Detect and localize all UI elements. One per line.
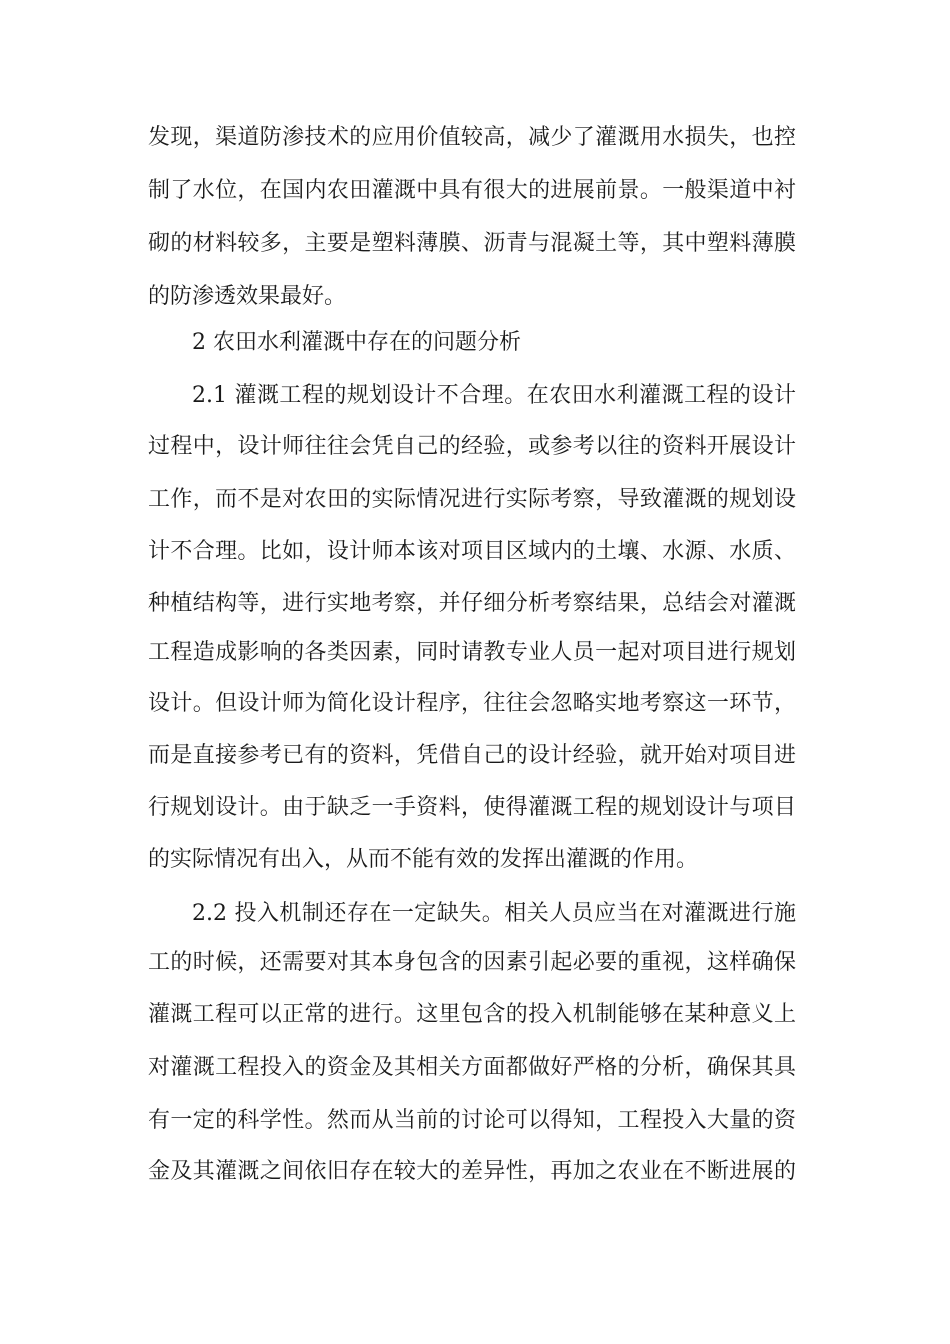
paragraph-line: 工的时候，还需要对其本身包含的因素引起必要的重视，这样确保 <box>148 950 796 975</box>
paragraph-line: 砌的材料较多，主要是塑料薄膜、沥青与混凝土等，其中塑料薄膜 <box>148 231 796 256</box>
paragraph-line: 设计。但设计师为简化设计程序，往往会忽略实地考察这一环节， <box>148 691 796 716</box>
paragraph-line: 金及其灌溉之间依旧存在较大的差异性，再加之农业在不断进展的 <box>148 1159 796 1184</box>
paragraph-line: 有一定的科学性。然而从当前的讨论可以得知，工程投入大量的资 <box>148 1108 796 1133</box>
paragraph-line: 2.1 灌溉工程的规划设计不合理。在农田水利灌溉工程的设计 <box>192 383 796 408</box>
paragraph-line: 计不合理。比如，设计师本该对项目区域内的土壤、水源、水质、 <box>148 539 796 564</box>
paragraph-line: 灌溉工程可以正常的进行。这里包含的投入机制能够在某种意义上 <box>148 1002 796 1027</box>
paragraph-line: 的防渗透效果最好。 <box>148 284 347 309</box>
paragraph-line: 对灌溉工程投入的资金及其相关方面都做好严格的分析，确保其具 <box>148 1055 796 1080</box>
paragraph-line: 2.2 投入机制还存在一定缺失。相关人员应当在对灌溉进行施 <box>192 901 796 926</box>
paragraph-line: 制了水位，在国内农田灌溉中具有很大的进展前景。一般渠道中衬 <box>148 178 796 203</box>
paragraph-line: 而是直接参考已有的资料，凭借自己的设计经验，就开始对项目进 <box>148 743 796 768</box>
paragraph-line: 的实际情况有出入，从而不能有效的发挥出灌溉的作用。 <box>148 847 699 872</box>
paragraph-line: 行规划设计。由于缺乏一手资料，使得灌溉工程的规划设计与项目 <box>148 795 796 820</box>
paragraph-line: 发现，渠道防渗技术的应用价值较高，减少了灌溉用水损失，也控 <box>148 125 796 150</box>
paragraph-line: 工程造成影响的各类因素，同时请教专业人员一起对项目进行规划 <box>148 640 796 665</box>
section-heading: 2 农田水利灌溉中存在的问题分析 <box>192 330 521 355</box>
paragraph-line: 种植结构等，进行实地考察，并仔细分析考察结果，总结会对灌溉 <box>148 591 796 616</box>
paragraph-line: 过程中，设计师往往会凭自己的经验，或参考以往的资料开展设计 <box>148 434 796 459</box>
paragraph-line: 工作，而不是对农田的实际情况进行实际考察，导致灌溉的规划设 <box>148 487 796 512</box>
